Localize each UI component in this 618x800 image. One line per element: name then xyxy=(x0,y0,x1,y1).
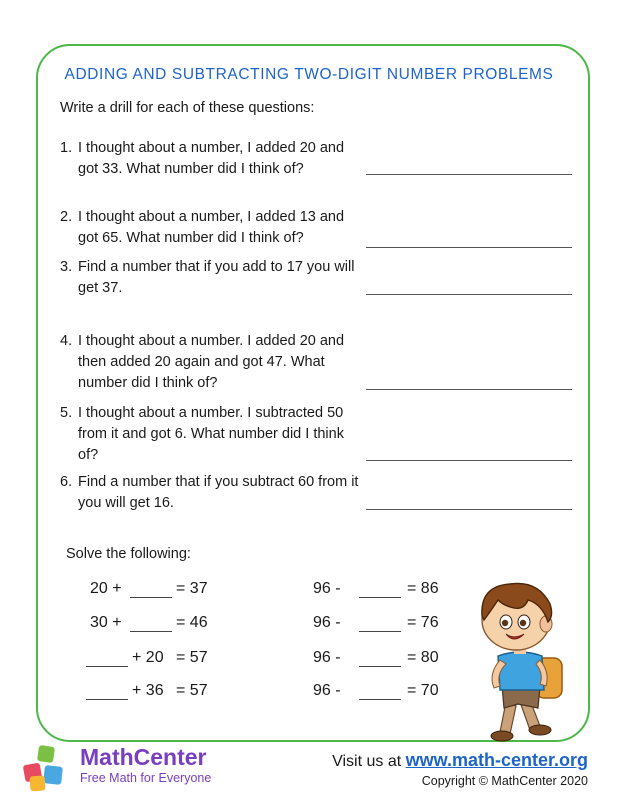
left-equation-1: 20 + = 37 xyxy=(90,580,208,597)
question-5: 5. I thought about a number. I subtracted 50 from it and got 6. What number did I think of? xyxy=(60,405,344,463)
equation-blank[interactable] xyxy=(359,666,401,667)
worksheet-title: ADDING AND SUBTRACTING TWO-DIGIT NUMBER PROBLEMS xyxy=(64,66,554,83)
left-equation-2: 30 + = 46 xyxy=(90,614,208,631)
answer-line-3[interactable] xyxy=(366,294,572,295)
question-6: 6. Find a number that if you subtract 60 from it you will get 16. xyxy=(60,474,359,511)
equation-blank[interactable] xyxy=(359,631,401,632)
website-link[interactable]: www.math-center.org xyxy=(405,750,588,770)
visit-text: Visit us at www.math-center.org xyxy=(332,750,588,770)
question-3: 3. Find a number that if you add to 17 you will get 37. xyxy=(60,259,355,296)
answer-line-2[interactable] xyxy=(366,247,572,248)
left-equation-4: + 36 = 57 xyxy=(86,680,236,702)
boy-illustration xyxy=(454,574,582,744)
mathcenter-logo-icon xyxy=(22,744,74,794)
equation-blank[interactable] xyxy=(130,631,172,632)
equation-blank[interactable] xyxy=(359,597,401,598)
equation-blank[interactable] xyxy=(359,699,401,700)
copyright: Copyright © MathCenter 2020 xyxy=(421,774,588,788)
brand-tagline: Free Math for Everyone xyxy=(80,771,212,785)
right-equation-3: 96 - = 80 xyxy=(313,649,439,666)
question-4: 4. I thought about a number. I added 20 and then added 20 again and got 47. What number did I think of? xyxy=(60,333,345,391)
equation-blank[interactable] xyxy=(86,699,128,700)
answer-line-5[interactable] xyxy=(366,460,572,461)
solve-heading: Solve the following: xyxy=(66,546,191,562)
right-equation-4: 96 - = 70 xyxy=(313,682,439,699)
question-2: 2. I thought about a number, I added 13 and got 65. What number did I think of? xyxy=(60,209,345,246)
equation-blank[interactable] xyxy=(130,597,172,598)
answer-line-4[interactable] xyxy=(366,389,572,390)
equation-blank[interactable] xyxy=(86,666,128,667)
right-equation-1: 96 - = 86 xyxy=(313,580,439,597)
answer-line-6[interactable] xyxy=(366,509,572,510)
instruction: Write a drill for each of these questions: xyxy=(60,100,315,116)
question-1: 1. I thought about a number, I added 20 and got 33. What number did I think of? xyxy=(60,140,345,177)
brand-name: MathCenter xyxy=(80,744,207,770)
right-equation-2: 96 - = 76 xyxy=(313,614,439,631)
left-equation-3: + 20 = 57 xyxy=(86,647,236,669)
answer-line-1[interactable] xyxy=(366,174,572,175)
